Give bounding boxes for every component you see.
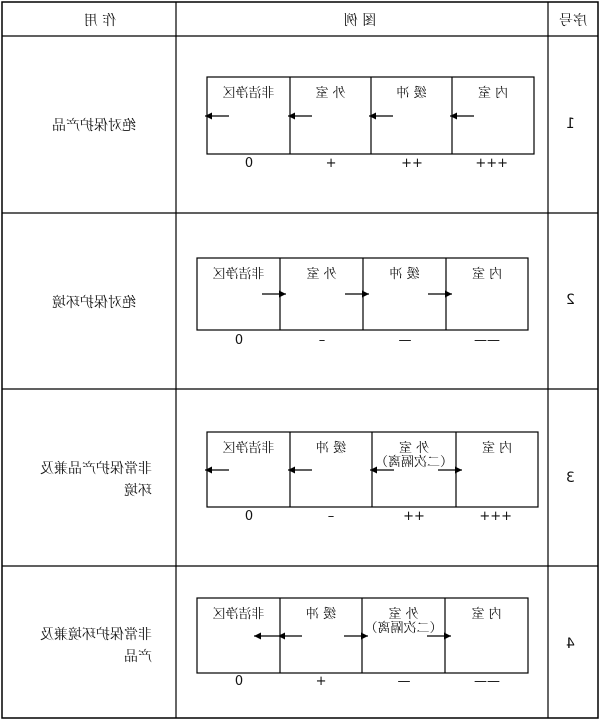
zone-label-line: （二次隔离） xyxy=(375,455,454,470)
pressure-symbol: – xyxy=(318,333,325,348)
pressure-symbol: 0 xyxy=(244,156,253,171)
zone-label xyxy=(207,442,290,456)
zone-label xyxy=(452,87,534,101)
pressure-symbol: ++ xyxy=(400,156,423,171)
zone-label xyxy=(290,87,371,101)
use-text: 绝对保护产品 xyxy=(52,118,136,134)
zone-label-line: 缓 冲 xyxy=(305,607,337,622)
pressure-symbol: + xyxy=(325,156,336,171)
pressure-symbol: – xyxy=(327,509,335,524)
header-no: 序号 xyxy=(559,13,587,29)
zone-label-line: 外 室 xyxy=(388,607,419,622)
zone-label-line: 缓 冲 xyxy=(396,86,427,101)
header-use: 作 用 xyxy=(83,13,117,29)
use-text: 绝对保护环境 xyxy=(52,295,136,311)
zone-label-line: 缓 冲 xyxy=(389,267,420,282)
flow-arrow-head xyxy=(450,113,457,120)
flow-arrow-head xyxy=(455,467,462,474)
zone-label xyxy=(371,87,452,101)
flow-arrow-head xyxy=(288,467,295,474)
flow-arrow-head xyxy=(362,291,369,298)
zone-label xyxy=(362,608,445,636)
zone-label xyxy=(280,608,362,622)
zone-label-line: 内 室 xyxy=(477,86,509,101)
zone-label-line: 非洁净区 xyxy=(212,607,265,622)
zone-label xyxy=(280,268,363,282)
zone-label xyxy=(207,87,290,101)
use-text: 非常保护产品兼及 xyxy=(40,461,152,477)
flow-arrow-head xyxy=(288,113,295,120)
row-number: 1 xyxy=(566,116,575,132)
zone-label xyxy=(197,268,280,282)
zone-label xyxy=(363,268,446,282)
zone-label xyxy=(446,268,528,282)
pressure-symbol: — xyxy=(398,333,411,348)
flow-arrow-head xyxy=(278,633,285,640)
flow-arrow-head xyxy=(444,633,451,640)
zone-label-line: 内 室 xyxy=(471,607,502,622)
pressure-symbol: 0 xyxy=(234,674,243,689)
row-number: 3 xyxy=(566,470,575,486)
pressure-symbol: —— xyxy=(473,674,500,689)
zone-label-line: 非洁净区 xyxy=(222,441,275,456)
zone-label-line: 非洁净区 xyxy=(212,267,265,282)
flow-arrow-head xyxy=(279,291,286,298)
pressure-symbol: ++ xyxy=(403,509,425,524)
row-number: 4 xyxy=(566,636,575,652)
use-text: 产品 xyxy=(124,649,152,665)
use-text: 环境 xyxy=(124,483,152,499)
zone-label xyxy=(197,608,280,622)
flow-arrow-head xyxy=(445,291,452,298)
zone-label-line: 外 室 xyxy=(398,441,430,456)
flow-arrow-head xyxy=(369,113,376,120)
use-text: 非常保护环境兼及 xyxy=(40,627,152,643)
zone-label-line: 内 室 xyxy=(481,441,513,456)
zone-label xyxy=(456,442,538,456)
pressure-symbol: +++ xyxy=(479,509,512,524)
flow-arrow-head xyxy=(254,633,261,640)
row-number: 2 xyxy=(566,292,575,308)
pressure-symbol: 0 xyxy=(234,333,243,348)
flow-arrow-head xyxy=(205,113,212,120)
flow-arrow-head xyxy=(205,467,212,474)
pressure-symbol: + xyxy=(315,674,327,689)
zone-label-line: （二次隔离） xyxy=(364,621,443,636)
zone-label xyxy=(290,442,372,456)
pressure-symbol: —— xyxy=(474,333,500,348)
pressure-symbol: +++ xyxy=(475,156,508,171)
zone-label-line: 外 室 xyxy=(306,267,337,282)
zone-label xyxy=(445,608,528,622)
pressure-symbol: — xyxy=(397,674,410,689)
zone-label-line: 非洁净区 xyxy=(222,86,275,101)
zone-label-line: 缓 冲 xyxy=(315,441,347,456)
header-legend: 图 例 xyxy=(343,13,377,29)
zone-label-line: 外 室 xyxy=(315,86,346,101)
zone-label-line: 内 室 xyxy=(471,267,503,282)
pressure-symbol: 0 xyxy=(244,509,253,524)
zone-label xyxy=(372,442,456,470)
